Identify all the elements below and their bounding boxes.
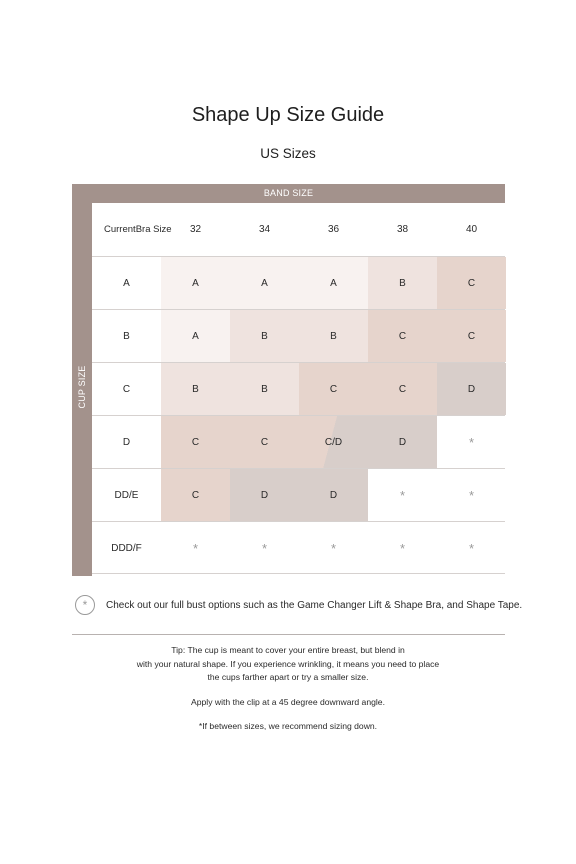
full-bust-star-icon: * <box>261 540 268 556</box>
size-cell: D <box>299 469 368 521</box>
size-cell <box>437 469 506 521</box>
size-cell: C <box>161 469 230 521</box>
size-cell <box>299 522 368 574</box>
size-cell <box>437 416 506 468</box>
size-cell: C <box>230 416 299 468</box>
size-cell <box>368 522 437 574</box>
cup-size-cell: B <box>123 330 130 342</box>
size-cell: A <box>161 310 230 362</box>
size-cell: C <box>437 310 506 362</box>
size-grid <box>92 203 505 576</box>
size-cell: A <box>230 257 299 309</box>
full-bust-star-icon: * <box>468 434 475 450</box>
full-bust-star-icon: * <box>192 540 199 556</box>
tip-paragraph <box>0 644 576 685</box>
cup-size-label: CUP SIZE <box>77 365 87 409</box>
band-size-header-cell: 40 <box>465 224 478 235</box>
size-cell: C <box>437 257 506 309</box>
sizing-note: *If between sizes, we recommend sizing down. <box>198 721 378 731</box>
tip-line: with your natural shape. If you experience wrinkling, it means you need to place <box>136 658 440 669</box>
full-bust-note-text: Check out our full bust options such as the Game Changer Lift & Shape Bra, and Shape Tape. <box>106 599 523 611</box>
size-cell: C <box>368 310 437 362</box>
size-cell: D <box>230 469 299 521</box>
size-cell <box>368 469 437 521</box>
cup-size-cell: D <box>122 436 131 448</box>
tip-line: Tip: The cup is meant to cover your entire breast, but blend in <box>171 645 405 655</box>
full-bust-star-icon: * <box>399 487 406 503</box>
size-cell: C <box>368 363 437 415</box>
size-cell: B <box>230 363 299 415</box>
cup-size-cell: DDD/F <box>111 542 142 554</box>
size-cell: B <box>161 363 230 415</box>
band-size-header-cell: 34 <box>258 224 271 235</box>
current-label: Current <box>104 223 136 235</box>
band-size-header-cell: 38 <box>396 224 409 235</box>
row-divider <box>92 573 505 574</box>
size-cell: D <box>437 363 506 415</box>
size-cell <box>161 522 230 574</box>
size-cell: C/D <box>299 416 368 468</box>
divider <box>72 634 505 635</box>
page-subtitle: US Sizes <box>260 146 316 161</box>
tip-line: the cups farther apart or try a smaller size. <box>207 672 369 682</box>
page-title: Shape Up Size Guide <box>191 104 385 126</box>
cup-size-cell: A <box>123 277 130 289</box>
cup-size-cell: C <box>122 383 131 395</box>
size-cell: A <box>299 257 368 309</box>
size-cell <box>437 522 506 574</box>
size-cell: D <box>368 416 437 468</box>
cup-size-cell: DD/E <box>114 489 139 501</box>
asterisk-circle-icon: * <box>75 595 95 615</box>
size-table <box>72 184 505 576</box>
full-bust-note <box>75 595 522 615</box>
full-bust-star-icon: * <box>399 540 406 556</box>
size-cell <box>230 522 299 574</box>
tip-section <box>0 644 576 745</box>
size-cell: C <box>299 363 368 415</box>
size-cell: C <box>161 416 230 468</box>
size-cell: B <box>368 257 437 309</box>
size-cell: B <box>299 310 368 362</box>
band-size-header-cell: 36 <box>327 224 340 235</box>
full-bust-star-icon: * <box>468 487 475 503</box>
clip-instruction: Apply with the clip at a 45 degree downward angle. <box>191 696 385 707</box>
size-cell: A <box>161 257 230 309</box>
size-cell: B <box>230 310 299 362</box>
band-size-header: BAND SIZE <box>72 184 505 203</box>
full-bust-star-icon: * <box>468 540 475 556</box>
full-bust-star-icon: * <box>330 540 337 556</box>
bra-size-label: Bra Size <box>135 223 172 235</box>
band-size-header-cell: 32 <box>189 224 202 235</box>
